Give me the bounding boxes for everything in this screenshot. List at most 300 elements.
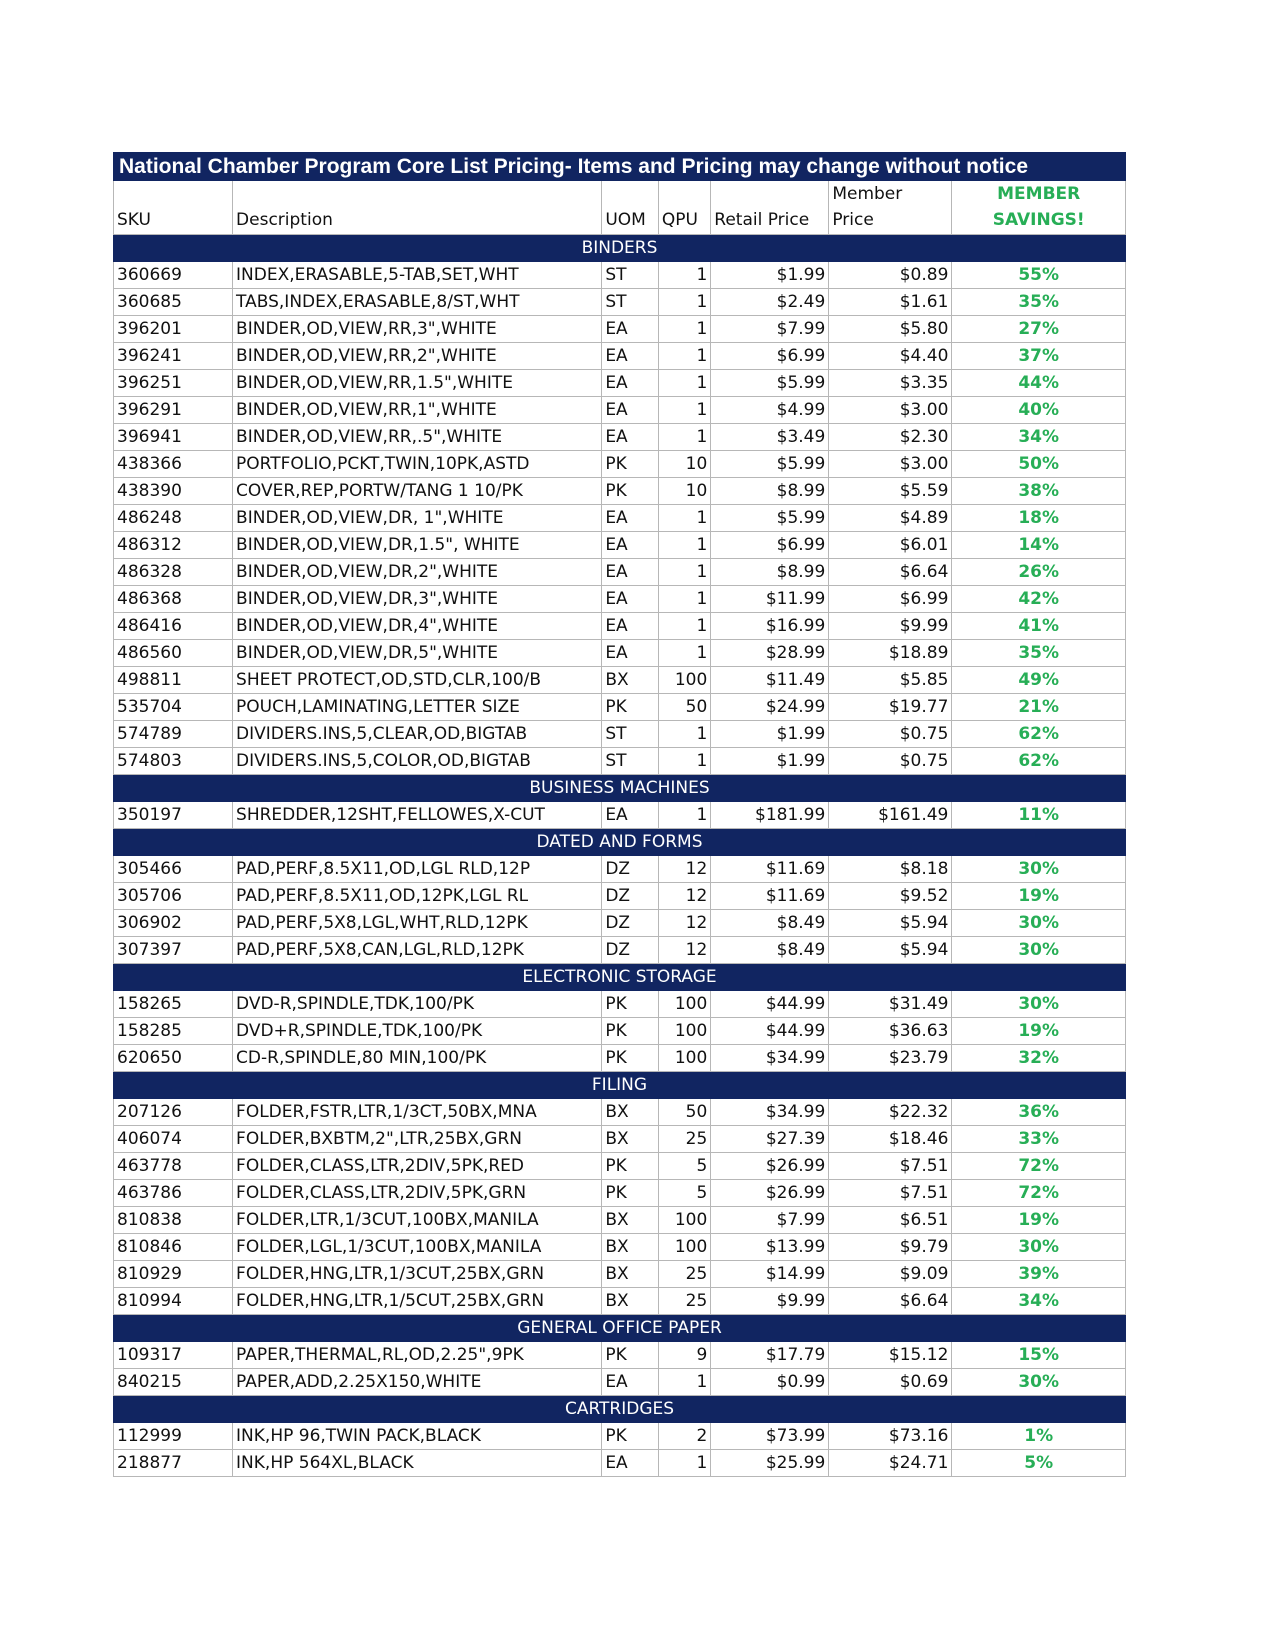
- qpu-cell: 2: [658, 1423, 710, 1450]
- qpu-cell: 12: [658, 937, 710, 964]
- savings-cell: 39%: [952, 1261, 1126, 1288]
- table-row: [114, 667, 1126, 694]
- member-price-cell: $2.30: [829, 424, 952, 451]
- retail-price-cell: $9.99: [711, 1288, 829, 1315]
- header-description: Description: [233, 181, 602, 235]
- retail-price-cell: $8.49: [711, 910, 829, 937]
- uom-cell: PK: [602, 694, 659, 721]
- member-price-cell: $7.51: [829, 1153, 952, 1180]
- uom-cell: PK: [602, 991, 659, 1018]
- savings-cell: 30%: [952, 991, 1126, 1018]
- header-savings-line1: MEMBER: [997, 184, 1081, 204]
- sku-cell: 535704: [114, 694, 233, 721]
- savings-cell: 34%: [952, 1288, 1126, 1315]
- uom-cell: BX: [602, 1126, 659, 1153]
- savings-cell: 40%: [952, 397, 1126, 424]
- member-price-cell: $4.40: [829, 343, 952, 370]
- qpu-cell: 25: [658, 1261, 710, 1288]
- member-price-cell: $36.63: [829, 1018, 952, 1045]
- qpu-cell: 9: [658, 1342, 710, 1369]
- description-cell: FOLDER,FSTR,LTR,1/3CT,50BX,MNA: [233, 1099, 602, 1126]
- sku-cell: 810846: [114, 1234, 233, 1261]
- retail-price-cell: $181.99: [711, 802, 829, 829]
- uom-cell: EA: [602, 343, 659, 370]
- description-cell: COVER,REP,PORTW/TANG 1 10/PK: [233, 478, 602, 505]
- category-label: DATED AND FORMS: [114, 829, 1126, 856]
- uom-cell: DZ: [602, 856, 659, 883]
- sku-cell: 438366: [114, 451, 233, 478]
- qpu-cell: 1: [658, 613, 710, 640]
- table-row: [114, 1261, 1126, 1288]
- qpu-cell: 1: [658, 559, 710, 586]
- description-cell: BINDER,OD,VIEW,DR,4",WHITE: [233, 613, 602, 640]
- savings-cell: 30%: [952, 1234, 1126, 1261]
- header-member-price: [829, 181, 952, 235]
- description-cell: FOLDER,BXBTM,2",LTR,25BX,GRN: [233, 1126, 602, 1153]
- member-price-cell: $6.64: [829, 559, 952, 586]
- table-row: [114, 613, 1126, 640]
- header-uom: UOM: [602, 181, 659, 235]
- table-row: [114, 1153, 1126, 1180]
- savings-cell: 1%: [952, 1423, 1126, 1450]
- qpu-cell: 50: [658, 694, 710, 721]
- uom-cell: PK: [602, 1018, 659, 1045]
- savings-cell: 26%: [952, 559, 1126, 586]
- uom-cell: BX: [602, 1099, 659, 1126]
- qpu-cell: 1: [658, 721, 710, 748]
- uom-cell: BX: [602, 1261, 659, 1288]
- retail-price-cell: $34.99: [711, 1099, 829, 1126]
- table-row: [114, 991, 1126, 1018]
- qpu-cell: 100: [658, 1045, 710, 1072]
- description-cell: DIVIDERS.INS,5,CLEAR,OD,BIGTAB: [233, 721, 602, 748]
- retail-price-cell: $1.99: [711, 721, 829, 748]
- retail-price-cell: $26.99: [711, 1180, 829, 1207]
- retail-price-cell: $16.99: [711, 613, 829, 640]
- category-label: GENERAL OFFICE PAPER: [114, 1315, 1126, 1342]
- description-cell: BINDER,OD,VIEW,RR,1.5",WHITE: [233, 370, 602, 397]
- sku-cell: 360669: [114, 262, 233, 289]
- qpu-cell: 1: [658, 505, 710, 532]
- qpu-cell: 1: [658, 289, 710, 316]
- savings-cell: 35%: [952, 640, 1126, 667]
- category-label: BUSINESS MACHINES: [114, 775, 1126, 802]
- savings-cell: 50%: [952, 451, 1126, 478]
- sku-cell: 305706: [114, 883, 233, 910]
- sku-cell: 305466: [114, 856, 233, 883]
- uom-cell: ST: [602, 721, 659, 748]
- savings-cell: 19%: [952, 1018, 1126, 1045]
- sku-cell: 486368: [114, 586, 233, 613]
- sku-cell: 486328: [114, 559, 233, 586]
- uom-cell: BX: [602, 1288, 659, 1315]
- member-price-cell: $31.49: [829, 991, 952, 1018]
- description-cell: CD-R,SPINDLE,80 MIN,100/PK: [233, 1045, 602, 1072]
- retail-price-cell: $5.99: [711, 451, 829, 478]
- description-cell: BINDER,OD,VIEW,RR,.5",WHITE: [233, 424, 602, 451]
- qpu-cell: 10: [658, 451, 710, 478]
- sku-cell: 396251: [114, 370, 233, 397]
- description-cell: FOLDER,LTR,1/3CUT,100BX,MANILA: [233, 1207, 602, 1234]
- sku-cell: 840215: [114, 1369, 233, 1396]
- category-row: [114, 1072, 1126, 1099]
- member-price-cell: $161.49: [829, 802, 952, 829]
- sku-cell: 158285: [114, 1018, 233, 1045]
- member-price-cell: $6.99: [829, 586, 952, 613]
- uom-cell: EA: [602, 613, 659, 640]
- qpu-cell: 1: [658, 1369, 710, 1396]
- table-row: [114, 1207, 1126, 1234]
- description-cell: BINDER,OD,VIEW,RR,3",WHITE: [233, 316, 602, 343]
- uom-cell: EA: [602, 532, 659, 559]
- uom-cell: PK: [602, 478, 659, 505]
- sku-cell: 810838: [114, 1207, 233, 1234]
- category-label: BINDERS: [114, 235, 1126, 262]
- description-cell: SHEET PROTECT,OD,STD,CLR,100/B: [233, 667, 602, 694]
- savings-cell: 42%: [952, 586, 1126, 613]
- description-cell: SHREDDER,12SHT,FELLOWES,X-CUT: [233, 802, 602, 829]
- uom-cell: EA: [602, 424, 659, 451]
- category-row: [114, 964, 1126, 991]
- savings-cell: 32%: [952, 1045, 1126, 1072]
- retail-price-cell: $2.49: [711, 289, 829, 316]
- retail-price-cell: $5.99: [711, 370, 829, 397]
- table-row: [114, 1423, 1126, 1450]
- qpu-cell: 100: [658, 1207, 710, 1234]
- uom-cell: ST: [602, 262, 659, 289]
- retail-price-cell: $73.99: [711, 1423, 829, 1450]
- table-row: [114, 937, 1126, 964]
- uom-cell: EA: [602, 640, 659, 667]
- description-cell: BINDER,OD,VIEW,RR,1",WHITE: [233, 397, 602, 424]
- retail-price-cell: $8.49: [711, 937, 829, 964]
- category-row: [114, 1396, 1126, 1423]
- qpu-cell: 1: [658, 640, 710, 667]
- uom-cell: PK: [602, 1180, 659, 1207]
- qpu-cell: 1: [658, 262, 710, 289]
- header-member-savings: [952, 181, 1126, 235]
- uom-cell: EA: [602, 316, 659, 343]
- table-row: [114, 1180, 1126, 1207]
- retail-price-cell: $6.99: [711, 532, 829, 559]
- description-cell: FOLDER,CLASS,LTR,2DIV,5PK,RED: [233, 1153, 602, 1180]
- savings-cell: 49%: [952, 667, 1126, 694]
- sku-cell: 463786: [114, 1180, 233, 1207]
- qpu-cell: 1: [658, 802, 710, 829]
- member-price-cell: $15.12: [829, 1342, 952, 1369]
- member-price-cell: $24.71: [829, 1450, 952, 1477]
- uom-cell: EA: [602, 559, 659, 586]
- savings-cell: 72%: [952, 1180, 1126, 1207]
- category-row: [114, 1315, 1126, 1342]
- uom-cell: PK: [602, 451, 659, 478]
- sku-cell: 112999: [114, 1423, 233, 1450]
- sku-cell: 486248: [114, 505, 233, 532]
- qpu-cell: 1: [658, 397, 710, 424]
- table-row: [114, 1234, 1126, 1261]
- qpu-cell: 1: [658, 343, 710, 370]
- description-cell: INK,HP 564XL,BLACK: [233, 1450, 602, 1477]
- sku-cell: 486560: [114, 640, 233, 667]
- description-cell: DIVIDERS.INS,5,COLOR,OD,BIGTAB: [233, 748, 602, 775]
- table-row: [114, 478, 1126, 505]
- sku-cell: 396941: [114, 424, 233, 451]
- table-row: [114, 694, 1126, 721]
- uom-cell: BX: [602, 1207, 659, 1234]
- savings-cell: 44%: [952, 370, 1126, 397]
- member-price-cell: $6.64: [829, 1288, 952, 1315]
- retail-price-cell: $11.69: [711, 883, 829, 910]
- retail-price-cell: $25.99: [711, 1450, 829, 1477]
- header-row: [114, 181, 1126, 235]
- uom-cell: DZ: [602, 937, 659, 964]
- uom-cell: EA: [602, 802, 659, 829]
- sku-cell: 810994: [114, 1288, 233, 1315]
- retail-price-cell: $8.99: [711, 478, 829, 505]
- retail-price-cell: $17.79: [711, 1342, 829, 1369]
- sku-cell: 306902: [114, 910, 233, 937]
- table-row: [114, 586, 1126, 613]
- table-row: [114, 1099, 1126, 1126]
- category-row: [114, 235, 1126, 262]
- sku-cell: 207126: [114, 1099, 233, 1126]
- description-cell: PAD,PERF,5X8,CAN,LGL,RLD,12PK: [233, 937, 602, 964]
- category-row: [114, 829, 1126, 856]
- sku-cell: 307397: [114, 937, 233, 964]
- retail-price-cell: $5.99: [711, 505, 829, 532]
- retail-price-cell: $44.99: [711, 1018, 829, 1045]
- qpu-cell: 5: [658, 1153, 710, 1180]
- member-price-cell: $3.35: [829, 370, 952, 397]
- member-price-cell: $9.09: [829, 1261, 952, 1288]
- retail-price-cell: $7.99: [711, 1207, 829, 1234]
- qpu-cell: 100: [658, 667, 710, 694]
- savings-cell: 36%: [952, 1099, 1126, 1126]
- savings-cell: 30%: [952, 910, 1126, 937]
- retail-price-cell: $11.69: [711, 856, 829, 883]
- sku-cell: 396201: [114, 316, 233, 343]
- pricing-table-body: [114, 153, 1126, 1477]
- retail-price-cell: $1.99: [711, 262, 829, 289]
- category-label: CARTRIDGES: [114, 1396, 1126, 1423]
- uom-cell: PK: [602, 1342, 659, 1369]
- retail-price-cell: $24.99: [711, 694, 829, 721]
- member-price-cell: $6.51: [829, 1207, 952, 1234]
- uom-cell: EA: [602, 505, 659, 532]
- sku-cell: 360685: [114, 289, 233, 316]
- sku-cell: 486416: [114, 613, 233, 640]
- table-row: [114, 1018, 1126, 1045]
- table-row: [114, 451, 1126, 478]
- member-price-cell: $18.46: [829, 1126, 952, 1153]
- member-price-cell: $8.18: [829, 856, 952, 883]
- savings-cell: 35%: [952, 289, 1126, 316]
- table-row: [114, 856, 1126, 883]
- member-price-cell: $0.75: [829, 721, 952, 748]
- sku-cell: 620650: [114, 1045, 233, 1072]
- member-price-cell: $5.94: [829, 937, 952, 964]
- description-cell: INK,HP 96,TWIN PACK,BLACK: [233, 1423, 602, 1450]
- uom-cell: EA: [602, 1450, 659, 1477]
- uom-cell: PK: [602, 1153, 659, 1180]
- retail-price-cell: $0.99: [711, 1369, 829, 1396]
- description-cell: PORTFOLIO,PCKT,TWIN,10PK,ASTD: [233, 451, 602, 478]
- retail-price-cell: $11.99: [711, 586, 829, 613]
- qpu-cell: 12: [658, 910, 710, 937]
- member-price-cell: $23.79: [829, 1045, 952, 1072]
- savings-cell: 30%: [952, 856, 1126, 883]
- savings-cell: 38%: [952, 478, 1126, 505]
- sku-cell: 498811: [114, 667, 233, 694]
- table-row: [114, 1288, 1126, 1315]
- table-row: [114, 289, 1126, 316]
- table-row: [114, 1126, 1126, 1153]
- savings-cell: 18%: [952, 505, 1126, 532]
- qpu-cell: 1: [658, 1450, 710, 1477]
- description-cell: BINDER,OD,VIEW,DR,3",WHITE: [233, 586, 602, 613]
- retail-price-cell: $27.39: [711, 1126, 829, 1153]
- sku-cell: 218877: [114, 1450, 233, 1477]
- description-cell: POUCH,LAMINATING,LETTER SIZE: [233, 694, 602, 721]
- member-price-cell: $18.89: [829, 640, 952, 667]
- member-price-cell: $9.52: [829, 883, 952, 910]
- savings-cell: 5%: [952, 1450, 1126, 1477]
- table-row: [114, 802, 1126, 829]
- savings-cell: 62%: [952, 748, 1126, 775]
- qpu-cell: 1: [658, 316, 710, 343]
- description-cell: BINDER,OD,VIEW,DR, 1",WHITE: [233, 505, 602, 532]
- uom-cell: DZ: [602, 910, 659, 937]
- uom-cell: PK: [602, 1045, 659, 1072]
- table-row: [114, 721, 1126, 748]
- table-row: [114, 505, 1126, 532]
- qpu-cell: 1: [658, 586, 710, 613]
- description-cell: PAPER,THERMAL,RL,OD,2.25",9PK: [233, 1342, 602, 1369]
- pricing-table: [113, 152, 1126, 1477]
- header-savings-line2: SAVINGS!: [992, 210, 1085, 230]
- qpu-cell: 10: [658, 478, 710, 505]
- member-price-cell: $5.94: [829, 910, 952, 937]
- category-row: [114, 775, 1126, 802]
- uom-cell: EA: [602, 370, 659, 397]
- table-row: [114, 343, 1126, 370]
- description-cell: PAPER,ADD,2.25X150,WHITE: [233, 1369, 602, 1396]
- qpu-cell: 100: [658, 1234, 710, 1261]
- uom-cell: EA: [602, 586, 659, 613]
- qpu-cell: 5: [658, 1180, 710, 1207]
- qpu-cell: 1: [658, 532, 710, 559]
- table-row: [114, 883, 1126, 910]
- description-cell: TABS,INDEX,ERASABLE,8/ST,WHT: [233, 289, 602, 316]
- qpu-cell: 25: [658, 1126, 710, 1153]
- retail-price-cell: $4.99: [711, 397, 829, 424]
- description-cell: FOLDER,HNG,LTR,1/5CUT,25BX,GRN: [233, 1288, 602, 1315]
- description-cell: BINDER,OD,VIEW,DR,2",WHITE: [233, 559, 602, 586]
- table-row: [114, 316, 1126, 343]
- table-row: [114, 1450, 1126, 1477]
- member-price-cell: $3.00: [829, 397, 952, 424]
- sku-cell: 574789: [114, 721, 233, 748]
- member-price-cell: $0.69: [829, 1369, 952, 1396]
- category-label: ELECTRONIC STORAGE: [114, 964, 1126, 991]
- sku-cell: 158265: [114, 991, 233, 1018]
- qpu-cell: 25: [658, 1288, 710, 1315]
- category-label: FILING: [114, 1072, 1126, 1099]
- savings-cell: 33%: [952, 1126, 1126, 1153]
- description-cell: FOLDER,CLASS,LTR,2DIV,5PK,GRN: [233, 1180, 602, 1207]
- qpu-cell: 12: [658, 856, 710, 883]
- table-row: [114, 424, 1126, 451]
- table-row: [114, 1045, 1126, 1072]
- sku-cell: 406074: [114, 1126, 233, 1153]
- retail-price-cell: $44.99: [711, 991, 829, 1018]
- savings-cell: 14%: [952, 532, 1126, 559]
- savings-cell: 55%: [952, 262, 1126, 289]
- header-sku: SKU: [114, 181, 233, 235]
- retail-price-cell: $28.99: [711, 640, 829, 667]
- retail-price-cell: $14.99: [711, 1261, 829, 1288]
- member-price-cell: $19.77: [829, 694, 952, 721]
- header-qpu: QPU: [658, 181, 710, 235]
- member-price-cell: $7.51: [829, 1180, 952, 1207]
- uom-cell: BX: [602, 667, 659, 694]
- table-row: [114, 1342, 1126, 1369]
- savings-cell: 37%: [952, 343, 1126, 370]
- sku-cell: 463778: [114, 1153, 233, 1180]
- sku-cell: 396291: [114, 397, 233, 424]
- member-price-cell: $0.89: [829, 262, 952, 289]
- savings-cell: 41%: [952, 613, 1126, 640]
- savings-cell: 19%: [952, 1207, 1126, 1234]
- savings-cell: 15%: [952, 1342, 1126, 1369]
- table-row: [114, 748, 1126, 775]
- table-row: [114, 370, 1126, 397]
- description-cell: BINDER,OD,VIEW,DR,5",WHITE: [233, 640, 602, 667]
- table-row: [114, 559, 1126, 586]
- sku-cell: 396241: [114, 343, 233, 370]
- header-retail-price: Retail Price: [711, 181, 829, 235]
- description-cell: FOLDER,LGL,1/3CUT,100BX,MANILA: [233, 1234, 602, 1261]
- page-title: National Chamber Program Core List Pricing- Items and Pricing may change without notice: [114, 153, 1126, 181]
- description-cell: FOLDER,HNG,LTR,1/3CUT,25BX,GRN: [233, 1261, 602, 1288]
- uom-cell: EA: [602, 1369, 659, 1396]
- savings-cell: 30%: [952, 937, 1126, 964]
- member-price-cell: $0.75: [829, 748, 952, 775]
- retail-price-cell: $8.99: [711, 559, 829, 586]
- member-price-cell: $9.79: [829, 1234, 952, 1261]
- table-row: [114, 397, 1126, 424]
- member-price-cell: $9.99: [829, 613, 952, 640]
- description-cell: DVD+R,SPINDLE,TDK,100/PK: [233, 1018, 602, 1045]
- member-price-cell: $5.80: [829, 316, 952, 343]
- member-price-cell: $6.01: [829, 532, 952, 559]
- sku-cell: 574803: [114, 748, 233, 775]
- sku-cell: 109317: [114, 1342, 233, 1369]
- savings-cell: 11%: [952, 802, 1126, 829]
- description-cell: DVD-R,SPINDLE,TDK,100/PK: [233, 991, 602, 1018]
- member-price-cell: $1.61: [829, 289, 952, 316]
- retail-price-cell: $1.99: [711, 748, 829, 775]
- qpu-cell: 1: [658, 370, 710, 397]
- description-cell: BINDER,OD,VIEW,DR,1.5", WHITE: [233, 532, 602, 559]
- savings-cell: 21%: [952, 694, 1126, 721]
- retail-price-cell: $26.99: [711, 1153, 829, 1180]
- description-cell: BINDER,OD,VIEW,RR,2",WHITE: [233, 343, 602, 370]
- description-cell: PAD,PERF,8.5X11,OD,LGL RLD,12P: [233, 856, 602, 883]
- title-row: [114, 153, 1126, 181]
- sku-cell: 810929: [114, 1261, 233, 1288]
- member-price-cell: $5.85: [829, 667, 952, 694]
